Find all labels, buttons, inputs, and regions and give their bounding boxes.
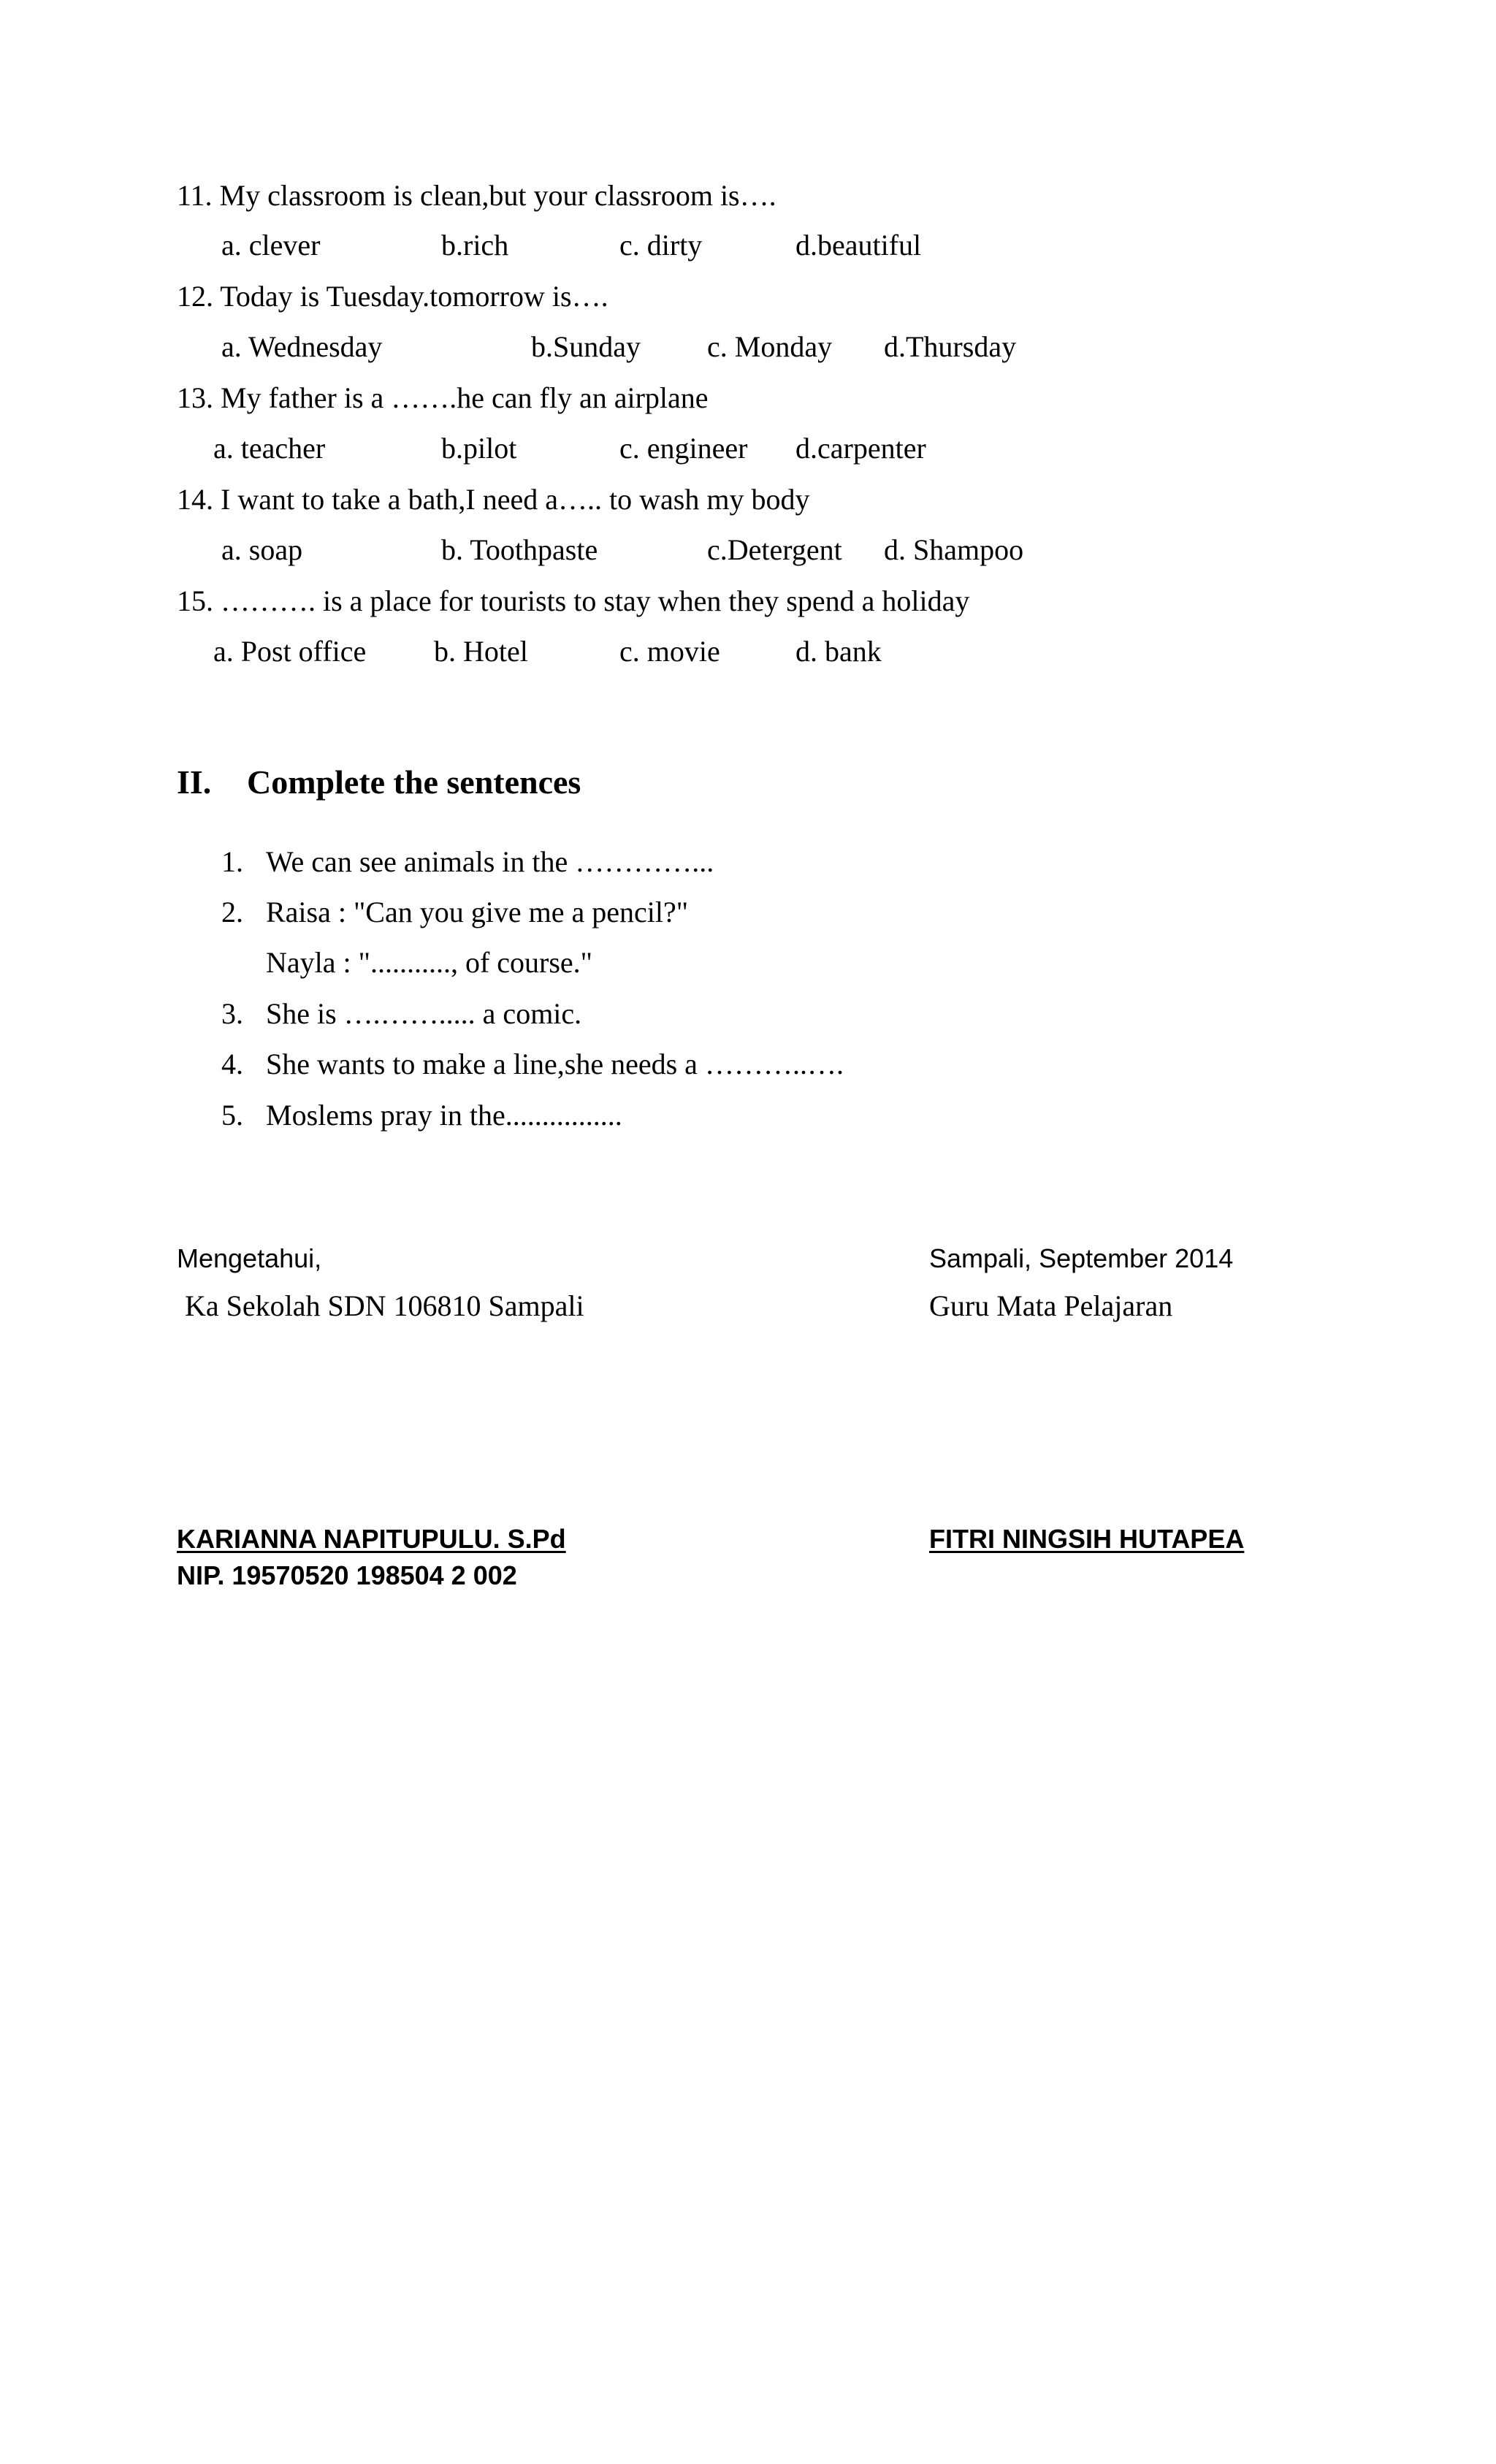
sentence-2: Raisa : "Can you give me a pencil?" [266, 896, 689, 928]
question-11-option-b: b.rich [441, 229, 509, 262]
teacher-role: Guru Mata Pelajaran [929, 1289, 1173, 1322]
sentence-5: Moslems pray in the................ [266, 1099, 622, 1132]
principal-name: KARIANNA NAPITUPULU. S.Pd [177, 1524, 566, 1554]
sentence-number-1: 1. [221, 845, 243, 878]
question-11-option-c: c. dirty [619, 229, 703, 262]
question-11-option-d: d.beautiful [795, 229, 922, 262]
question-14-option-b: b. Toothpaste [441, 533, 598, 566]
question-15-option-c: c. movie [619, 635, 720, 668]
acknowledged-label: Mengetahui, [177, 1243, 322, 1273]
question-12-option-d: d.Thursday [884, 330, 1017, 363]
question-15: 15. ………. is a place for tourists to stay when they spend a holiday [177, 584, 970, 617]
section-number: II. [177, 763, 212, 801]
sentence-number-4: 4. [221, 1048, 243, 1080]
section-title: Complete the sentences [247, 763, 581, 801]
principal-nip: NIP. 19570520 198504 2 002 [177, 1560, 517, 1590]
sentence-1: We can see animals in the …………... [266, 845, 714, 878]
question-13: 13. My father is a …….he can fly an airplane [177, 381, 709, 414]
question-14-option-a: a. soap [221, 533, 303, 566]
question-11: 11. My classroom is clean,but your classroom is…. [177, 179, 776, 212]
question-12-option-c: c. Monday [707, 330, 833, 363]
sentence-3: She is ….……..... a comic. [266, 997, 582, 1030]
question-12-option-b: b.Sunday [531, 330, 641, 363]
sentence-number-2: 2. [221, 896, 243, 928]
question-15-option-d: d. bank [795, 635, 882, 668]
question-13-option-c: c. engineer [619, 432, 748, 465]
question-15-option-a: a. Post office [213, 635, 367, 668]
question-15-option-b: b. Hotel [434, 635, 528, 668]
place-date: Sampali, September 2014 [929, 1243, 1234, 1273]
sentence-number-5: 5. [221, 1099, 243, 1132]
teacher-name: FITRI NINGSIH HUTAPEA [929, 1524, 1245, 1554]
question-12-option-a: a. Wednesday [221, 330, 383, 363]
question-14-option-c: c.Detergent [707, 533, 842, 566]
sentence-number-3: 3. [221, 997, 243, 1030]
question-13-option-d: d.carpenter [795, 432, 926, 465]
question-14-option-d: d. Shampoo [884, 533, 1024, 566]
question-12: 12. Today is Tuesday.tomorrow is…. [177, 280, 608, 313]
sentence-2-continuation: Nayla : "..........., of course." [266, 946, 592, 979]
question-13-option-b: b.pilot [441, 432, 517, 465]
question-14: 14. I want to take a bath,I need a….. to wash my body [177, 483, 810, 516]
question-13-option-a: a. teacher [213, 432, 326, 465]
sentence-4: She wants to make a line,she needs a ………..…. [266, 1048, 844, 1080]
question-11-option-a: a. clever [221, 229, 321, 262]
principal-role: Ka Sekolah SDN 106810 Sampali [185, 1289, 584, 1322]
